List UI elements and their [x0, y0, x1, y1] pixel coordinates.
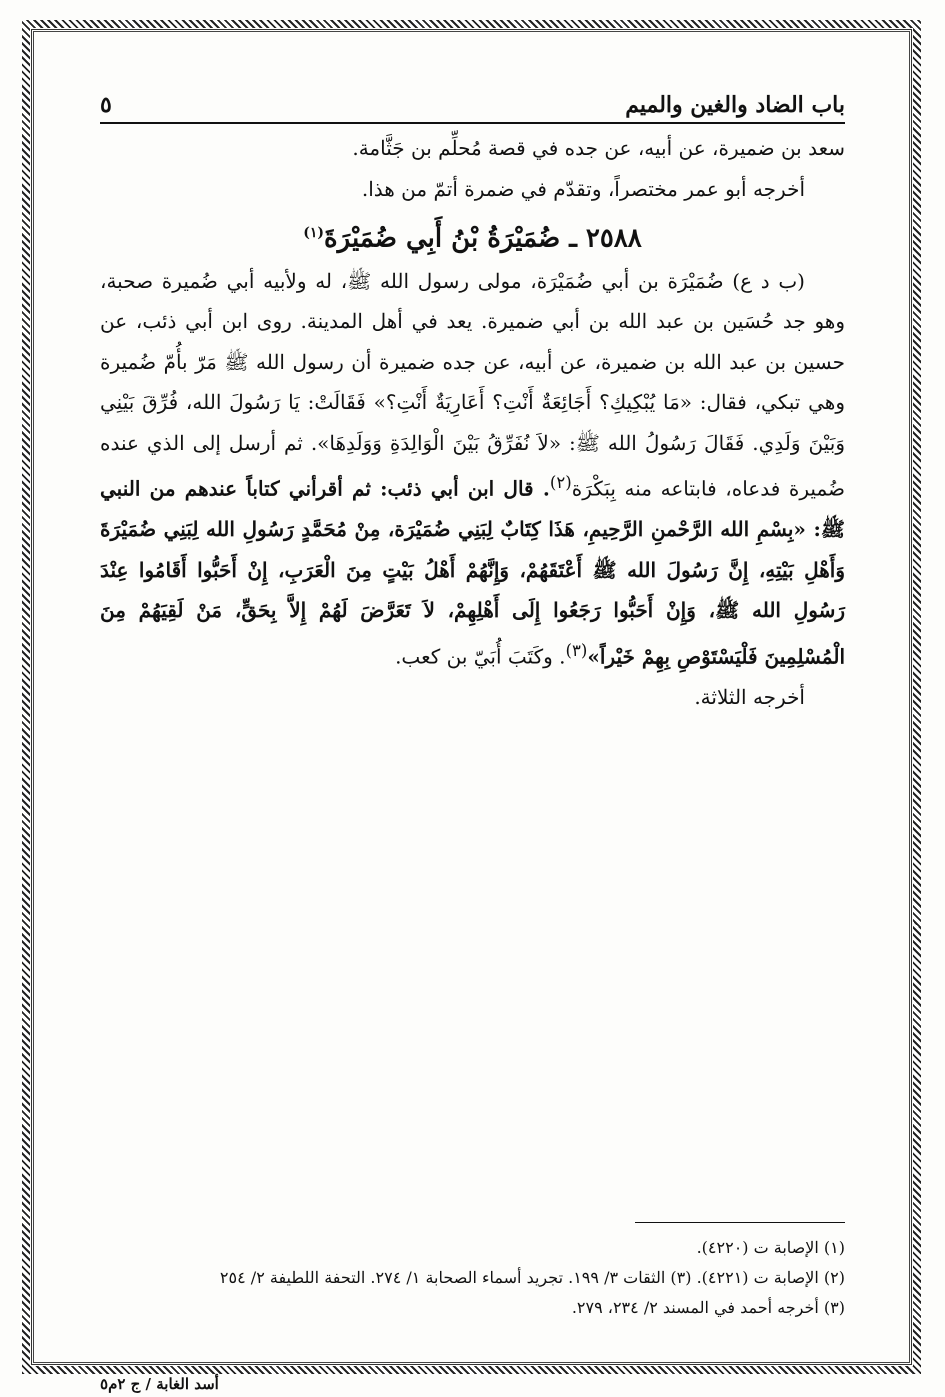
paragraph: سعد بن ضميرة، عن أبيه، عن جده في قصة مُحلِّم بن جَثَّامة.	[352, 136, 845, 160]
footnote-divider	[635, 1222, 845, 1223]
paragraph: أخرجه أبو عمر مختصراً، وتقدّم في ضمرة أتمّ من هذا.	[361, 176, 805, 201]
footnotes	[100, 1222, 845, 1323]
footnote-item: (٢) الإصابة ت (٤٢٢١). (٣) الثقات ٣/ ١٩٩. تجريد أسماء الصحابة ١/ ٢٧٤. التحفة اللطيفة ٢/ ٢٥٤	[219, 1268, 845, 1287]
entry-heading-text: ٢٥٨٨ ـ ضُمَيْرَةُ بْنُ أَبِي ضُمَيْرَةَ	[324, 223, 642, 254]
chapter-title: باب الضاد والغين والميم	[625, 92, 845, 118]
entry-heading	[100, 211, 845, 261]
footnote-ref: (٢)	[549, 473, 572, 493]
entry-text-closing: . وكَتَبَ أُبَيّ بن كعب.	[395, 644, 566, 669]
signature-mark: أسد الغابة / ج ٢م٥	[100, 1375, 219, 1393]
page-number: ٥	[100, 92, 112, 118]
page-content	[100, 80, 845, 717]
paragraph	[100, 261, 845, 677]
footnote-item: (١) الإصابة ت (٤٢٢٠).	[696, 1238, 845, 1257]
entry-text: (ب د ع) ضُمَيْرَة بن أبي ضُمَيْرَة، مولى رسول الله ﷺ، له ولأبيه أبي ضُميرة صحبة، وهو جد حُسَين بن عبد الله بن أبي ضميرة. يعد في أهل المدينة. روى ابن أبي ذئب، عن حسين بن عبد الله بن ضميرة، عن أبيه، عن جده ضميرة أن رسول الله ﷺ مَرّ بأُمّ ضُميرة وهي تبكي، فقال: «مَا يُبْكِيكِ؟ أَجَائِعَةٌ أَنْتِ؟ أَعَارِيَةٌ أَنْتِ؟» فَقَالَتْ: يَا رَسُولَ الله، فُرِّقَ بَيْنِي وَبَيْنَ وَلَدِي. فَقَالَ رَسُولُ الله ﷺ: «لاَ نُفَرِّقُ بَيْنَ الْوَالِدَةِ وَوَلَدِهَا». ثم أرسل إلى الذي عنده ضُميرة فدعاه، فابتاعه منه بِبَكْرَة	[100, 268, 845, 501]
footnote-item: (٣) أخرجه أحمد في المسند ٢/ ٢٣٤، ٢٧٩.	[571, 1298, 845, 1317]
footnote-ref: (١)	[303, 225, 325, 241]
running-header	[100, 80, 845, 124]
main-text	[100, 128, 845, 717]
entry-text-letter: . قال ابن أبي ذئب: ثم أقرأني كتاباً عندهم من النبي ﷺ: «بِسْمِ الله الرَّحْمنِ الرَّحِيمِ، هَذَا كِتَابٌ لِبَنِي ضُمَيْرَة، مِنْ مُحَمَّدٍ رَسُولِ الله لِبَنِي ضُمَيْرَةَ وَأَهْلِ بَيْتِهِ، إِنَّ رَسُولَ الله ﷺ أَعْتَقَهُمْ، وَإِنَّهُمْ أَهْلُ بَيْتٍ مِنَ الْعَرَبِ، إِنْ أَحَبُّوا أَقَامُوا عِنْدَ رَسُولِ الله ﷺ، وَإِنْ أَحَبُّوا رَجَعُوا إِلَى أَهْلِهِمْ، لاَ تَعَرَّضَ لَهُمْ إِلاَّ بِحَقٍّ، مَنْ لَقِيَهُمْ مِنَ الْمُسْلِمِينَ فَلْيَسْتَوْصِ بِهِمْ خَيْراً»	[100, 476, 845, 669]
footnote-ref: (٣)	[565, 640, 588, 660]
paragraph: أخرجه الثلاثة.	[694, 684, 805, 709]
